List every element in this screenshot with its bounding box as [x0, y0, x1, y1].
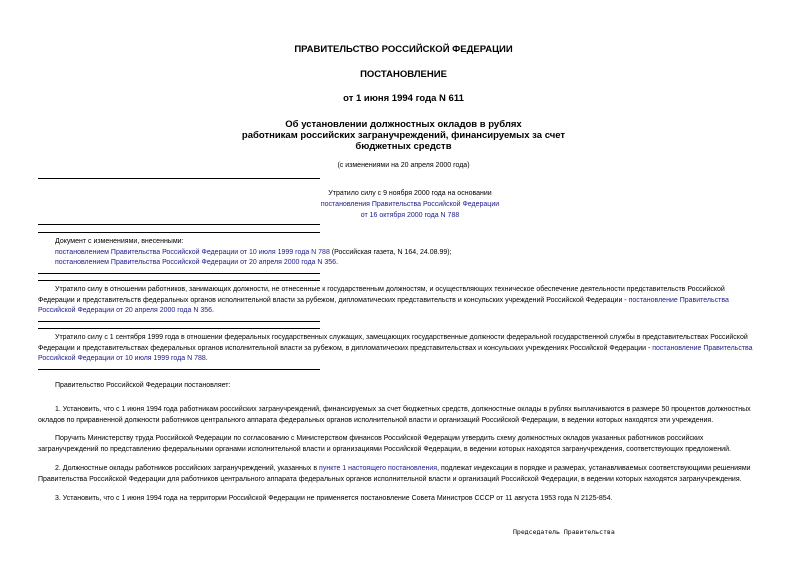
- lost-force-text: Утратило силу с 9 ноября 2000 года на основании: [328, 190, 492, 197]
- paragraph-3: [38, 494, 768, 505]
- divider: [38, 328, 320, 329]
- note-tail: .: [212, 307, 214, 314]
- paragraph-line: [38, 464, 768, 475]
- document-title: [0, 119, 807, 152]
- lost-force-link[interactable]: постановления Правительства Российской Федерации: [320, 201, 500, 208]
- paragraph-line: 1. Установить, что с 1 июня 1994 года работникам российских загранучреждений, финансируемых за счет бюджетных средств, должностные оклады в рублях выплачиваются в размере 50 процентов должностных: [55, 406, 751, 413]
- paragraph-1: [38, 405, 768, 426]
- note-link[interactable]: постановление Правительства: [628, 296, 729, 304]
- amendment-item: [55, 248, 452, 259]
- paragraph-line: загранучреждений по представлению федеральными органами исполнительной власти и организациями Российской Федерации, в ведении которых находятся загранучреждения, соответствующих предложений.: [38, 445, 731, 453]
- amendment-item: [55, 258, 452, 269]
- note-line: [38, 354, 768, 365]
- note-line: [38, 306, 768, 317]
- title-line: работникам российских загранучреждений, финансируемых за счет: [241, 130, 566, 141]
- note-tail: .: [205, 355, 208, 362]
- paragraph-line: 3. Установить, что с 1 июня 1994 года на территории Российской Федерации не применяется постановление Совета Министров СССР от 11 августа 1953 года N 2125-854.: [55, 495, 613, 502]
- divider: [38, 280, 320, 281]
- amendment-tail: .: [336, 259, 339, 266]
- note-line: [38, 344, 768, 355]
- paragraph-text: 2. Должностные оклады работников российских загранучреждений, указанных в: [55, 465, 320, 472]
- note-lost-force-staff: [38, 285, 768, 317]
- paragraph-line: окладов по приравненной должности работников центрального аппарата федеральных органов исполнительной власти и организаций Российской Федерации, в ведении которых находятся эти учреждения.: [38, 416, 714, 424]
- note-text: Федерации и представительств федеральных органов исполнительной власти за рубежом, дипломатических представительств и консульских учреждений Российской Федерации -: [38, 296, 629, 304]
- title-line: бюджетных средств: [355, 141, 452, 152]
- signature: Председатель Правительства: [513, 528, 615, 536]
- changes-note: (с изменениями на 20 апреля 2000 года): [337, 162, 470, 169]
- document-date-number: от 1 июня 1994 года N 611: [343, 93, 464, 104]
- title-line: Об установлении должностных окладов в рублях: [285, 119, 522, 130]
- note-line: Утратило силу в отношении работников, занимающих должности, не отнесенные к государственным должностям, и осуществляющих техническое обеспечение деятельности представительств Российской: [55, 286, 725, 293]
- note-link[interactable]: постановление Правительства: [652, 344, 753, 352]
- lost-force-link[interactable]: от 16 октября 2000 года N 788: [360, 212, 460, 219]
- intro-text: Правительство Российской Федерации постановляет:: [55, 382, 231, 389]
- lost-force-notice: [300, 188, 520, 221]
- paragraph-2: [38, 464, 768, 485]
- paragraph-line: Правительства Российской Федерации для работников центрального аппарата федеральных органов исполнительной власти и организаций Российской Федерации, в ведении которых находятся загранучреждения.: [38, 475, 742, 483]
- divider: [38, 224, 320, 225]
- intro-paragraph: [38, 381, 768, 392]
- amendment-link[interactable]: постановлением Правительства Российской Федерации от 10 июля 1999 года N 788: [55, 248, 330, 256]
- amendments-block: [55, 237, 452, 269]
- note-line: Утратило силу с 1 сентября 1999 года в отношении федеральных государственных служащих, замещающих государственные должности федеральной государственной службы в представительствах Российской: [55, 334, 748, 341]
- divider: [38, 273, 320, 274]
- note-lost-force-servants: [38, 333, 768, 365]
- document-type-heading: ПОСТАНОВЛЕНИЕ: [360, 69, 447, 80]
- note-link[interactable]: Российской Федерации от 20 апреля 2000 года N 356: [38, 307, 212, 314]
- amendments-label: Документ с изменениями, внесенными:: [55, 238, 184, 245]
- divider: [38, 178, 320, 179]
- divider: [38, 232, 320, 233]
- divider: [38, 321, 320, 322]
- note-line: [38, 296, 768, 307]
- paragraph-1-instruction: [38, 434, 768, 455]
- note-text: Федерации и представительствах федеральных органов исполнительной власти за рубежом, в дипломатических представительствах и консульских учреждениях Российской Федерации -: [38, 344, 653, 352]
- issuer-heading: ПРАВИТЕЛЬСТВО РОССИЙСКОЙ ФЕДЕРАЦИИ: [294, 44, 513, 55]
- paragraph-text: , подлежат индексации в порядке и размерах, устанавливаемых соответствующими решениями: [437, 465, 751, 472]
- divider: [38, 369, 320, 370]
- paragraph-link[interactable]: пункте 1 настоящего постановления: [319, 465, 438, 472]
- amendment-tail: (Российская газета, N 164, 24.08.99);: [329, 248, 452, 256]
- paragraph-line: Поручить Министерству труда Российской Федерации по согласованию с Министерством финансов Российской Федерации утвердить схему должностных окладов указанных работников российских: [55, 435, 704, 442]
- amendment-link[interactable]: постановлением Правительства Российской Федерации от 20 апреля 2000 года N 356: [55, 259, 337, 266]
- note-link[interactable]: Российской Федерации от 10 июля 1999 года N 788: [38, 355, 206, 362]
